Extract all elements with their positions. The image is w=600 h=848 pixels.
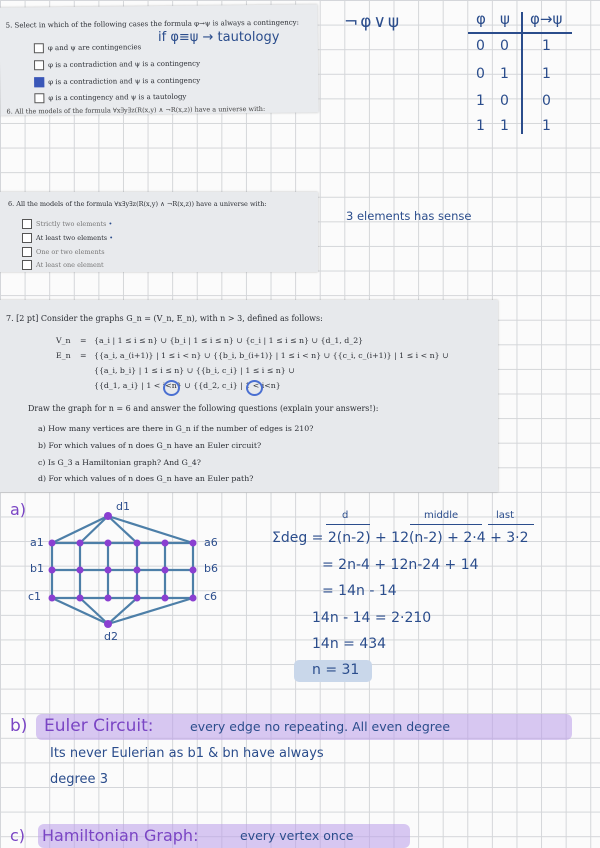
- euler-circuit-text-2: Its never Eulerian as b1 & bn have always: [50, 746, 324, 761]
- truth-table-divider: [521, 12, 523, 134]
- underbrace-d: [326, 524, 370, 525]
- vn-label: V_n: [56, 336, 71, 345]
- edge-d1-a6: [108, 516, 193, 543]
- degree-sum-line-4: 14n - 14 = 2·210: [312, 610, 432, 626]
- column-label-last: last: [496, 510, 515, 521]
- vertex-c5: [162, 595, 169, 602]
- checkbox[interactable]: [22, 233, 32, 243]
- question-6-stem: 6. All the models of the formula ∀x∃y∃z(R(x,y) ∧ ¬R(x,z)) have a universe with:: [8, 200, 267, 208]
- edge-d2-c2: [80, 598, 108, 624]
- degree-sum-line-5: 14n = 434: [312, 636, 387, 652]
- q5-hand-note: if φ≡ψ → tautology: [158, 30, 280, 45]
- graph-edges: [52, 516, 193, 624]
- en-definition-line-3: {{d_1, a_i} | 1 < i<n} ∪ {{d_2, c_i} | 1 < i<n}: [94, 381, 281, 390]
- answer-c-label: c): [10, 826, 26, 845]
- answer-a-label: a): [10, 500, 27, 519]
- checkbox-checked[interactable]: [34, 77, 44, 87]
- vertex-d2: [104, 620, 112, 628]
- underbrace-last: [488, 524, 534, 525]
- en-definition-line-2: {{a_i, b_i} | 1 ≤ i ≤ n} ∪ {{b_i, c_i} | 1 ≤ i ≤ n} ∪: [94, 366, 295, 375]
- tt-cell: 1: [542, 66, 551, 82]
- vertex-a4: [134, 540, 141, 547]
- vertex-c6: [190, 595, 197, 602]
- truth-table: [468, 10, 578, 138]
- vertex-label-d1: d1: [116, 500, 130, 513]
- degree-sum-line-3: = 14n - 14: [322, 583, 397, 599]
- checkbox[interactable]: [22, 219, 32, 229]
- vertex-b2: [77, 567, 84, 574]
- question-7-part-d: d) For which values of n does G_n have an Euler path?: [38, 474, 254, 483]
- tt-cell: 0: [500, 93, 509, 109]
- vertex-label-a1: a1: [30, 536, 44, 549]
- q6-option-4[interactable]: [22, 260, 104, 270]
- edge-d1-a2: [80, 516, 108, 543]
- q5-option-3[interactable]: [34, 76, 200, 88]
- circle-annotation: [163, 380, 180, 396]
- question-7-part-a: a) How many vertices are there in G_n if the number of edges is 210?: [38, 424, 314, 433]
- q5-option-1[interactable]: [34, 42, 141, 53]
- vertex-d1: [104, 512, 112, 520]
- equals-sign: =: [80, 351, 87, 360]
- option-label: φ is a contradiction and ψ is a contingency: [48, 76, 201, 87]
- edge-d2-c6: [108, 598, 193, 624]
- vertex-a1: [49, 540, 56, 547]
- euler-circuit-text-3: degree 3: [50, 772, 108, 787]
- hamiltonian-text: every vertex once: [240, 828, 354, 843]
- tt-cell: 0: [476, 38, 485, 54]
- edge-d1-a1: [52, 516, 108, 543]
- vertex-label-a6: a6: [204, 536, 218, 549]
- question-7-stem: 7. [2 pt] Consider the graphs G_n = (V_n, E_n), with n > 3, defined as follows:: [6, 314, 323, 323]
- question-7-instruction: Draw the graph for n = 6 and answer the following questions (explain your answers!):: [28, 404, 379, 413]
- option-label: One or two elements: [36, 248, 105, 256]
- q5-option-2[interactable]: [34, 59, 200, 71]
- circle-annotation: [246, 380, 263, 396]
- vertex-c1: [49, 595, 56, 602]
- question-7-screenshot: [0, 300, 498, 492]
- truth-table-header-psi: ψ: [500, 10, 510, 28]
- checkbox[interactable]: [34, 93, 44, 103]
- vertex-label-c6: c6: [204, 590, 218, 603]
- option-label: φ is a contradiction and ψ is a contingency: [48, 59, 201, 70]
- question-7-part-c: c) Is G_3 a Hamiltonian graph? And G_4?: [38, 458, 201, 467]
- option-label: Strictly two elements: [36, 220, 107, 228]
- truth-table-header-implication: φ→ψ: [530, 10, 563, 28]
- option-label: At least two elements: [36, 234, 108, 242]
- option-label: At least one element: [36, 261, 104, 269]
- q6-option-1[interactable]: Strictly two elements •: [22, 219, 112, 229]
- tt-cell: 1: [476, 118, 485, 134]
- vertex-label-b6: b6: [204, 562, 218, 575]
- tt-cell: 1: [542, 118, 551, 134]
- q6-option-2[interactable]: At least two elements •: [22, 233, 113, 243]
- column-label-middle: middle: [424, 510, 459, 521]
- question-6-screenshot: [0, 192, 318, 272]
- vertex-a6: [190, 540, 197, 547]
- answer-b-label: b): [10, 716, 28, 736]
- vertex-a2: [77, 540, 84, 547]
- formula-note: ¬φ∨ψ: [344, 12, 402, 32]
- vertex-c3: [105, 595, 112, 602]
- option-label: φ and ψ are contingencies: [47, 43, 142, 53]
- degree-sum-line-2: = 2n-4 + 12n-24 + 14: [322, 557, 479, 573]
- q6-option-3[interactable]: [22, 247, 105, 257]
- vertex-b4: [134, 567, 141, 574]
- tt-cell: 0: [476, 66, 485, 82]
- tt-cell: 1: [500, 118, 509, 134]
- question-7-part-b: b) For which values of n does G_n have an Euler circuit?: [38, 441, 262, 450]
- checkbox[interactable]: [34, 43, 44, 53]
- vertex-b6: [190, 567, 197, 574]
- tt-cell: 1: [542, 38, 551, 54]
- euler-circuit-title: Euler Circuit:: [44, 716, 154, 736]
- vertex-a3: [105, 540, 112, 547]
- column-label-d: d: [342, 510, 349, 521]
- vertex-a5: [162, 540, 169, 547]
- question-6-cutoff: 6. All the models of the formula ∀x∃y∃z(R(x,y) ∧ ¬R(x,z)) have a universe with:: [6, 104, 266, 116]
- vertex-label-d2: d2: [104, 630, 118, 643]
- vertex-b1: [49, 567, 56, 574]
- equals-sign: =: [80, 336, 87, 345]
- truth-table-header-phi: φ: [476, 10, 486, 28]
- underbrace-middle: [410, 524, 482, 525]
- en-definition-line-1: {{a_i, a_(i+1)} | 1 ≤ i < n} ∪ {{b_i, b_(i+1)} | 1 ≤ i < n} ∪ {{c_i, c_(i+1)} | 1 ≤ i < n} ∪: [94, 351, 449, 360]
- vertex-c2: [77, 595, 84, 602]
- question-5-screenshot: [0, 4, 319, 115]
- vn-definition: {a_i | 1 ≤ i ≤ n} ∪ {b_i | 1 ≤ i ≤ n} ∪ {c_i | 1 ≤ i ≤ n} ∪ {d_1, d_2}: [94, 336, 364, 345]
- tt-cell: 0: [500, 38, 509, 54]
- en-label: E_n: [56, 351, 71, 360]
- checkbox[interactable]: [22, 260, 32, 270]
- checkbox[interactable]: [22, 247, 32, 257]
- tt-cell: 0: [542, 93, 551, 109]
- vertex-label-b1: b1: [30, 562, 44, 575]
- vertex-b3: [105, 567, 112, 574]
- euler-circuit-text-1: every edge no repeating. All even degree: [190, 719, 451, 734]
- checkbox[interactable]: [34, 60, 44, 70]
- q6-hand-note: 3 elements has sense: [346, 209, 472, 223]
- graph-g6-drawing: [0, 500, 260, 650]
- vertex-label-c1: c1: [28, 590, 42, 603]
- truth-table-rule: [468, 32, 572, 34]
- result-n: n = 31: [312, 662, 360, 678]
- hamiltonian-title: Hamiltonian Graph:: [42, 826, 199, 845]
- vertex-b5: [162, 567, 169, 574]
- option-label: φ is a contingency and ψ is a tautology: [48, 92, 187, 103]
- tt-cell: 1: [500, 66, 509, 82]
- question-5-stem: 5. Select in which of the following cases the formula φ→ψ is always a contingency:: [5, 18, 300, 30]
- degree-sum-line-1: Σdeg = 2(n-2) + 12(n-2) + 2·4 + 3·2: [272, 530, 529, 546]
- vertex-c4: [134, 595, 141, 602]
- edge-d2-c1: [52, 598, 108, 624]
- q5-option-4[interactable]: [34, 92, 186, 104]
- tt-cell: 1: [476, 93, 485, 109]
